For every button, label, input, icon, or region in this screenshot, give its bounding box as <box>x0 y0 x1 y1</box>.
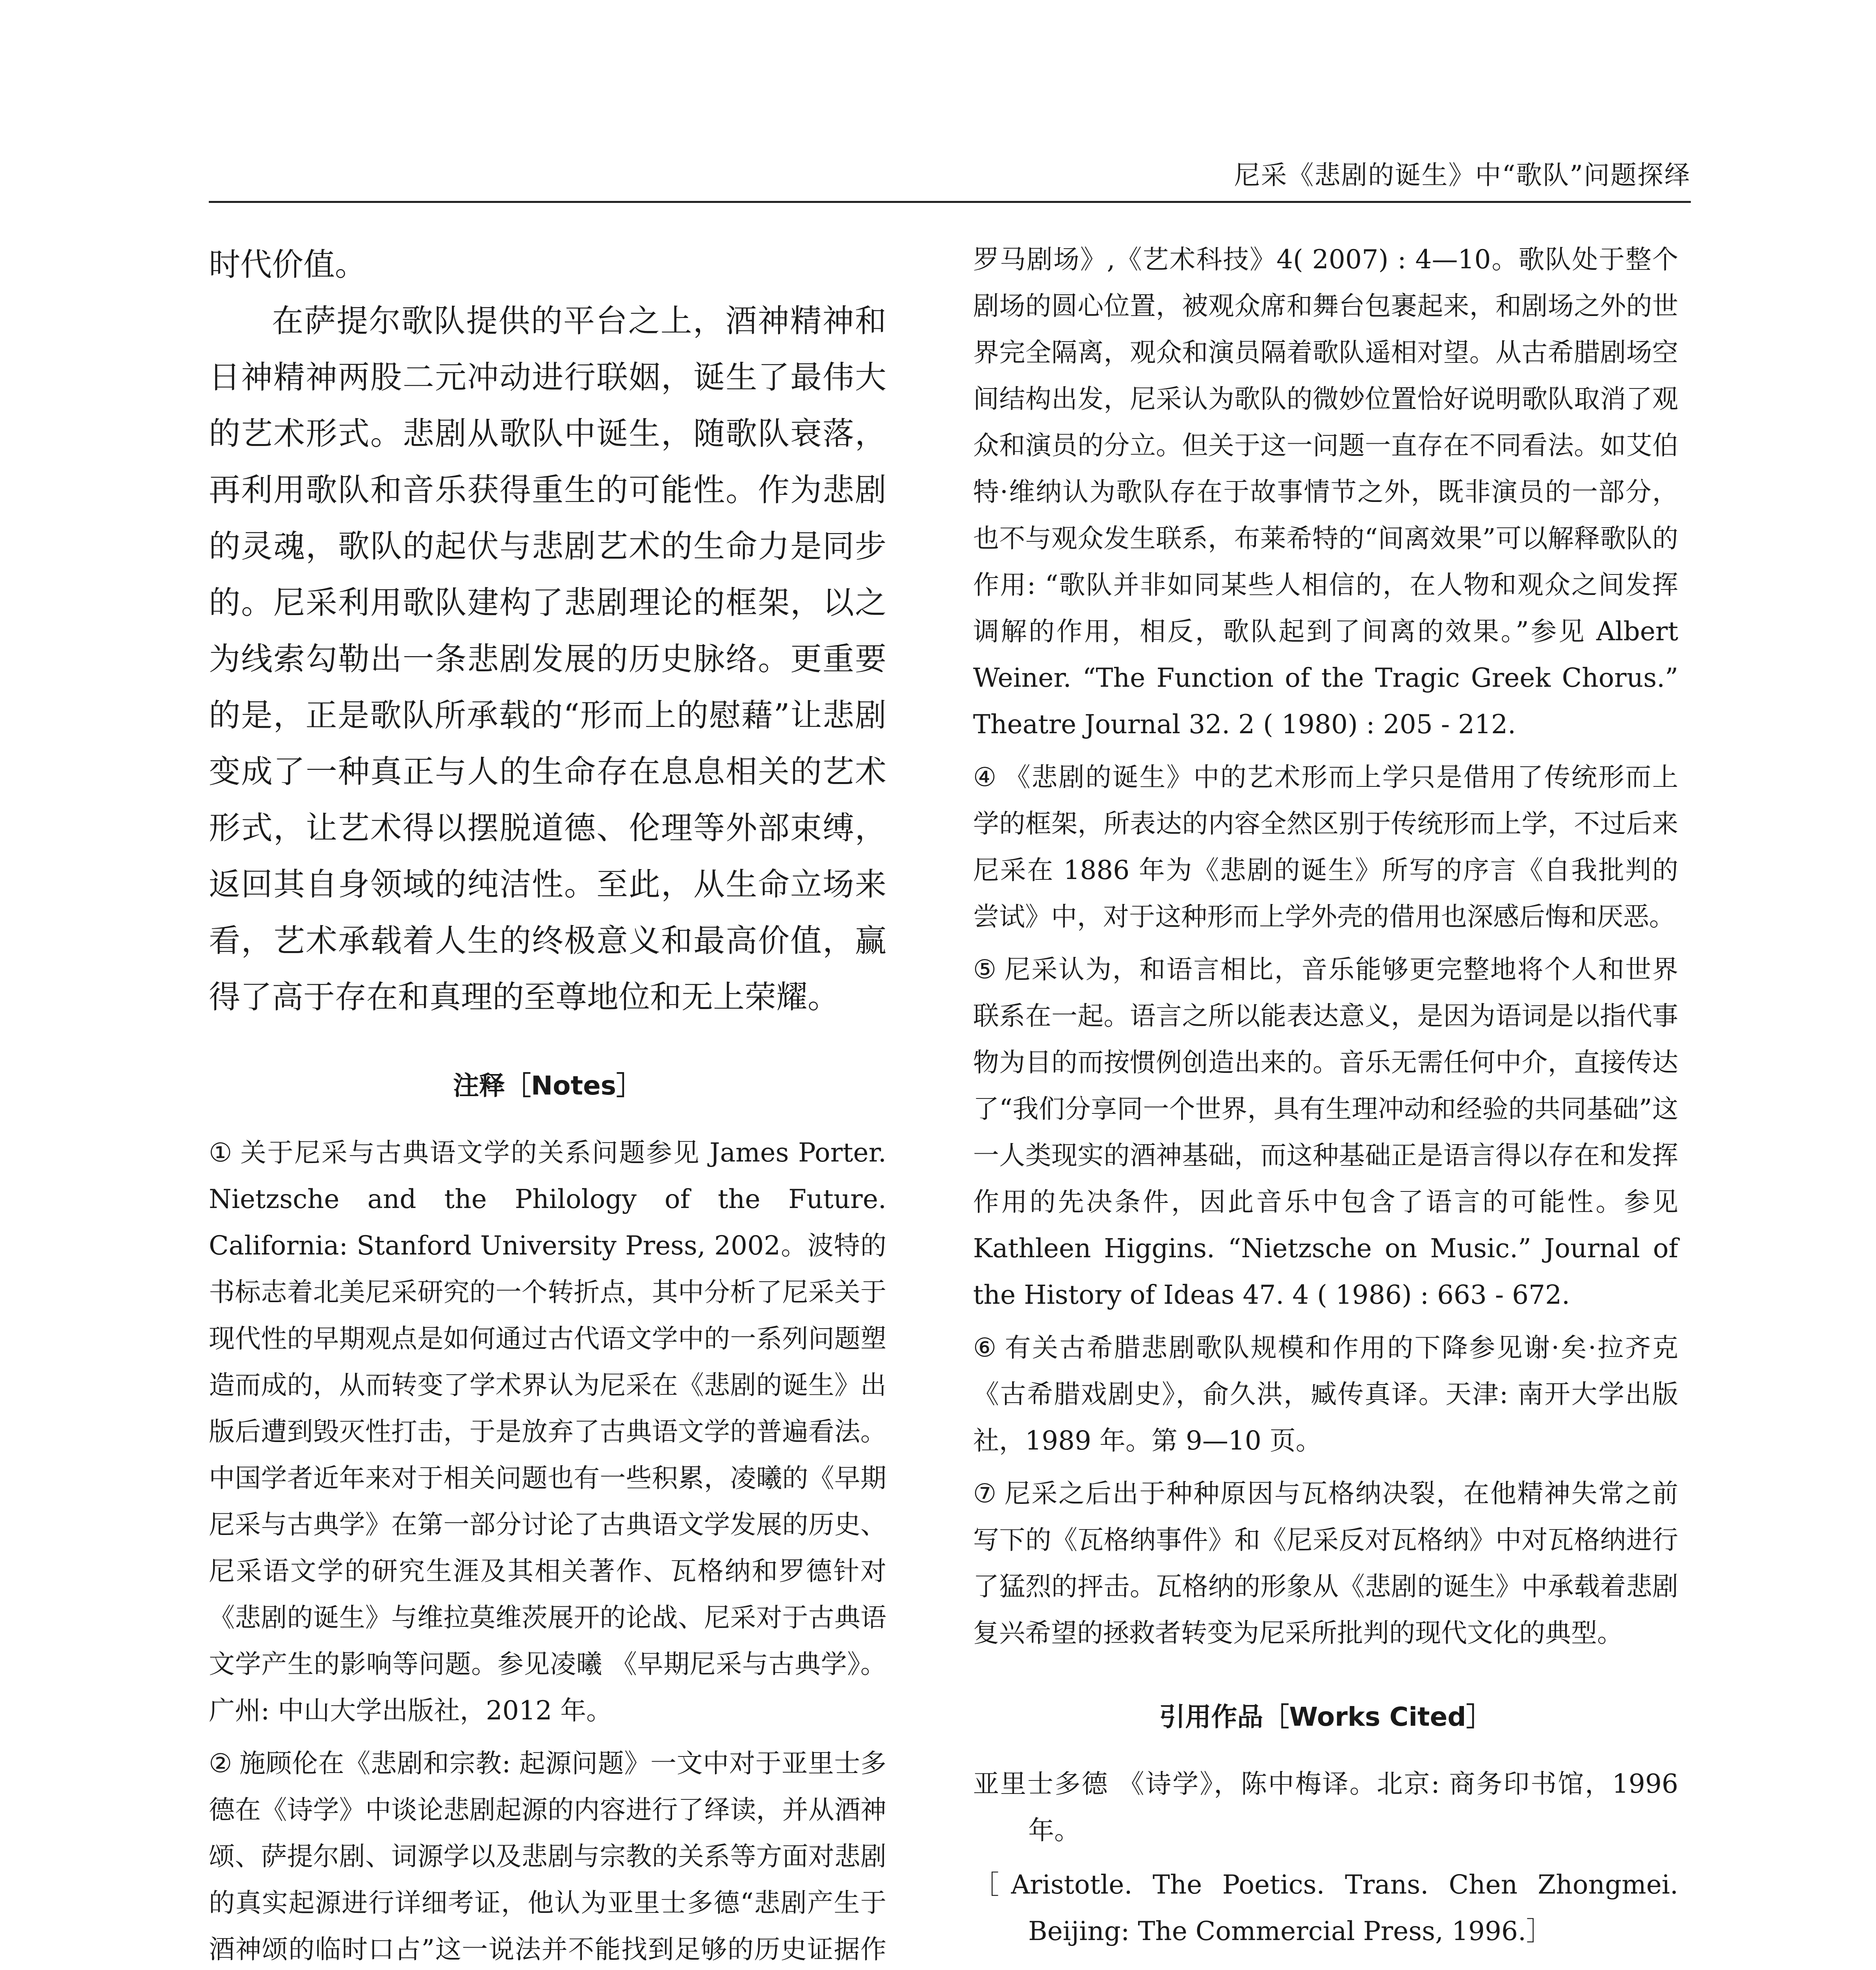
note-3-continuation: 罗马剧场》,《艺术科技》4( 2007) : 4—10。歌队处于整个剧场的圆心位置，被观众席和舞台包裹起来，和剧场之外的世界完全隔离，观众和演员隔着歌队遥相对望。从古希腊剧场空间结构出发，尼采认为歌队的微妙位置恰好说明歌队取消了观众和演员的分立。但关于这一问题一直存在不同看法。如艾伯特·维纳认为歌队存在于故事情节之外，既非演员的一部分，也不与观众发生联系，布莱希特的“间离效果”可以解释歌队的作用: “歌队并非如同某些人相信的，在人物和观众之间发挥调解的作用，相反，歌队起到了间离的效果。”参见 Albert Weiner. “The Function of the Tragic Greek Chorus.” Theatre Journal 32. 2 ( 1980) : 205 - 212. <box>973 244 1678 740</box>
note-number: ⑦ <box>973 1478 997 1509</box>
note-text: 施顾伦在《悲剧和宗教: 起源问题》一文中对于亚里士多德在《诗学》中谈论悲剧起源的内容进行了绎读，并从酒神颂、萨提尔剧、词源学以及悲剧与宗教的关系等方面对悲剧的真实起源进行详细考证，他认为亚里士多德“悲剧产生于酒神颂的临时口占”这一说法并不能找到足够的历史证据作 <box>209 1748 886 1964</box>
notes-heading: 注释［Notes］ <box>453 1070 643 1101</box>
right-column <box>973 236 1678 1970</box>
body-paragraph: 在萨提尔歌队提供的平台之上，酒神精神和日神精神两股二元冲动进行联姻，诞生了最伟大的艺术形式。悲剧从歌队中诞生，随歌队衰落，再利用歌队和音乐获得重生的可能性。作为悲剧的灵魂，歌队的起伏与悲剧艺术的生命力是同步的。尼采利用歌队建构了悲剧理论的框架，以之为线索勾勒出一条悲剧发展的历史脉络。更重要的是，正是歌队所承载的“形而上的慰藉”让悲剧变成了一种真正与人的生命存在息息相关的艺术形式，让艺术得以摆脱道德、伦理等外部束缚，返回其自身领域的纯洁性。至此，从生命立场来看，艺术承载着人生的终极意义和最高价值，赢得了高于存在和真理的至尊地位和无上荣耀。 <box>209 303 886 1015</box>
running-title: 尼采《悲剧的诞生》中“歌队”问题探绎 <box>1234 160 1691 190</box>
citation <box>973 1963 1678 1970</box>
body-paragraph-continuation: 时代价值。 <box>209 246 366 283</box>
note-7 <box>973 1470 1678 1656</box>
works-cited-heading: 引用作品［Works Cited］ <box>1159 1702 1492 1732</box>
note-4 <box>973 754 1678 940</box>
note-text: 《悲剧的诞生》中的艺术形而上学只是借用了传统形而上学的框架，所表达的内容全然区别于传统形而上学，不过后来尼采在 1886 年为《悲剧的诞生》所写的序言《自我批判的尝试》中，对于这种形而上学外壳的借用也深感后悔和厌恶。 <box>973 762 1679 932</box>
note-text: 尼采之后出于种种原因与瓦格纳决裂，在他精神失常之前写下的《瓦格纳事件》和《尼采反对瓦格纳》中对瓦格纳进行了猛烈的抨击。瓦格纳的形象从《悲剧的诞生》中承载着悲剧复兴希望的拯救者转变为尼采所批判的现代文化的典型。 <box>973 1478 1679 1648</box>
citation: ［Aristotle. The Poetics. Trans. Chen Zhongmei. Beijing: The Commercial Press, 1996.］ <box>973 1870 1678 1946</box>
left-column <box>209 236 886 1970</box>
note-text: 尼采认为，和语言相比，音乐能够更完整地将个人和世界联系在一起。语言之所以能表达意义，是因为语词是以指代事物为目的而按惯例创造出来的。音乐无需任何中介，直接传达了“我们分享同一个世界，具有生理冲动和经验的共同基础”这一人类现实的酒神基础，而这种基础正是语言得以存在和发挥作用的先决条件，因此音乐中包含了语言的可能性。参见 Kathleen Higgins. “Nietzsche on Music.” Journal of the History of Ideas 47. 4 ( 1986) : 663 - 672. <box>973 954 1679 1310</box>
note-text: 关于尼采与古典语文学的关系问题参见 James Porter. Nietzsche and the Philology of the Future. California: Stanford University Press, 2002。波特的书标志着北美尼采研究的一个转折点，其中分析了尼采关于现代性的早期观点是如何通过古代语文学中的一系列问题塑造而成的，从而转变了学术界认为尼采在《悲剧的诞生》出版后遭到毁灭性打击，于是放弃了古典语文学的普遍看法。中国学者近年来对于相关问题也有一些积累，凌曦的《早期尼采与古典学》在第一部分讨论了古典语文学发展的历史、尼采语文学的研究生涯及其相关著作、瓦格纳和罗德针对《悲剧的诞生》与维拉莫维茨展开的论战、尼采对于古典语文学产生的影响等问题。参见凌曦 《早期尼采与古典学》。广州: 中山大学出版社，2012 年。 <box>209 1137 887 1726</box>
note-number: ⑥ <box>973 1333 998 1363</box>
running-header <box>209 154 1691 203</box>
note-number: ② <box>209 1748 232 1779</box>
note-text: 有关古希腊悲剧歌队规模和作用的下降参见谢·矣·拉齐克 《古希腊戏剧史》，俞久洪，臧传真译。天津: 南开大学出版社，1989 年。第 9—10 页。 <box>973 1333 1678 1456</box>
note-number: ① <box>209 1137 233 1168</box>
note-number: ⑤ <box>973 954 997 985</box>
note-number: ④ <box>973 762 997 792</box>
note-1 <box>209 1130 886 1734</box>
note-6 <box>973 1325 1678 1464</box>
citation: 亚里士多德 《诗学》，陈中梅译。北京: 商务印书馆，1996 年。 <box>973 1769 1678 1845</box>
note-2 <box>209 1740 886 1970</box>
note-5 <box>973 946 1678 1318</box>
